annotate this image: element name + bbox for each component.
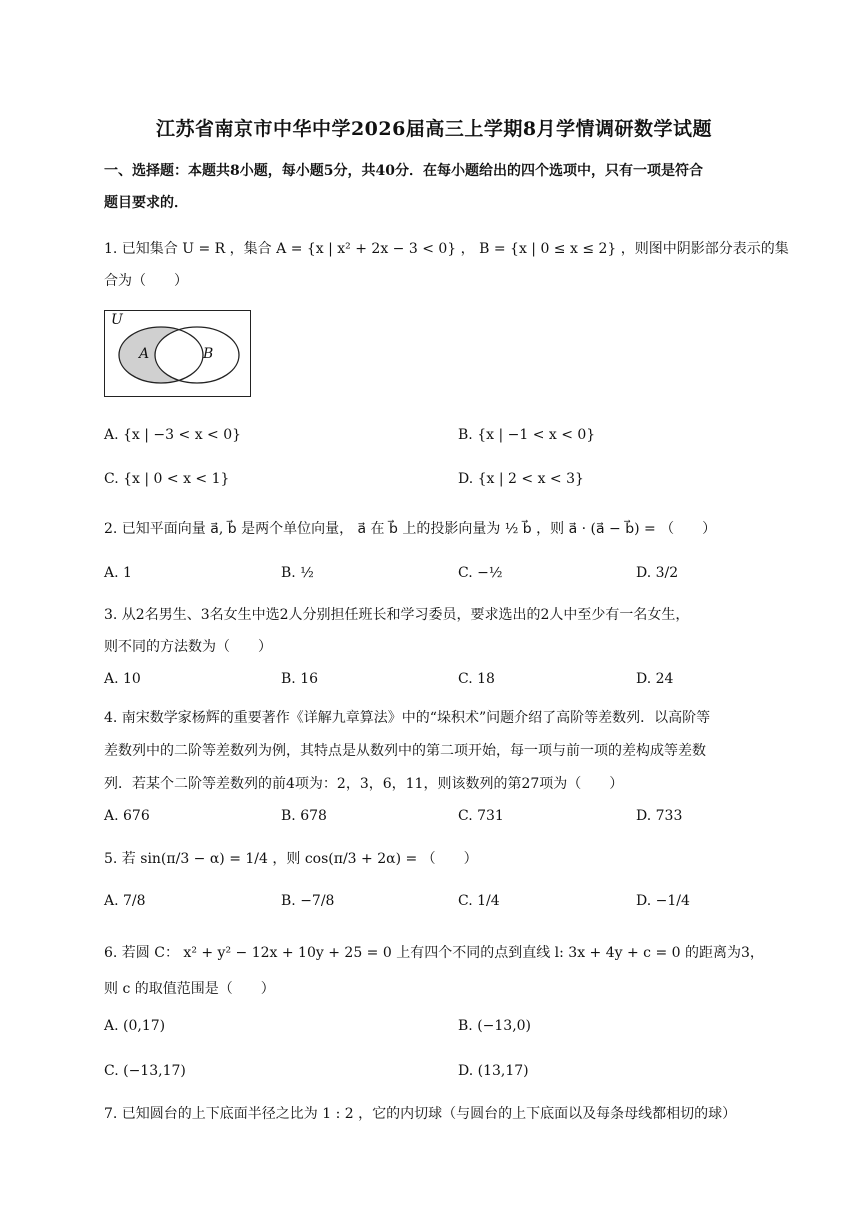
- question-6-text: 6. 若圆 C： x² + y² − 12x + 10y + 25 = 0 上有四个不同的点到直线 l: 3x + 4y + c = 0 的距离为3，: [104, 945, 764, 961]
- venn-label-a: A: [139, 346, 150, 362]
- q6-option-c: C. (−13,17): [104, 1063, 186, 1079]
- section-heading: 一、选择题：本题共8小题，每小题5分，共40分．在每小题给出的四个选项中，只有一项是符合: [104, 163, 703, 179]
- q2-option-d: D. 3/2: [636, 565, 679, 581]
- question-1-text-cont: 合为（ ）: [104, 273, 188, 289]
- q2-option-c: C. −½: [458, 565, 503, 581]
- q1-option-a: A. {x | −3 < x < 0}: [104, 427, 242, 443]
- page-title: 江苏省南京市中华中学2026届高三上学期8月学情调研数学试题: [155, 118, 713, 140]
- venn-label-u: U: [111, 312, 123, 328]
- q5-option-b: B. −7/8: [281, 893, 335, 909]
- q3-option-d: D. 24: [636, 671, 674, 687]
- q4-option-a: A. 676: [104, 808, 150, 824]
- q1-option-d: D. {x | 2 < x < 3}: [458, 471, 584, 487]
- question-4-text-cont2: 列．若某个二阶等差数列的前4项为：2，3，6，11，则该数列的第27项为（ ）: [104, 776, 624, 792]
- venn-svg: [105, 311, 252, 398]
- question-3-text-cont: 则不同的方法数为（ ）: [104, 639, 272, 655]
- question-1-text: 1. 已知集合 U = R ，集合 A = {x | x² + 2x − 3 < 0} ， B = {x | 0 ≤ x ≤ 2} ，则图中阴影部分表示的集: [104, 241, 789, 257]
- q6-option-b: B. (−13,0): [458, 1018, 532, 1034]
- q2-option-a: A. 1: [104, 565, 132, 581]
- q1-option-b: B. {x | −1 < x < 0}: [458, 427, 596, 443]
- q6-option-a: A. (0,17): [104, 1018, 166, 1034]
- question-4-text: 4. 南宋数学家杨辉的重要著作《详解九章算法》中的“垛积术”问题介绍了高阶等差数列．以高阶等: [104, 710, 711, 726]
- q4-option-c: C. 731: [458, 808, 504, 824]
- venn-label-b: B: [203, 346, 214, 362]
- q3-option-a: A. 10: [104, 671, 141, 687]
- q5-option-a: A. 7/8: [104, 893, 146, 909]
- q3-option-b: B. 16: [281, 671, 319, 687]
- venn-diagram: [104, 310, 251, 397]
- question-4-text-cont: 差数列中的二阶等差数列为例，其特点是从数列中的第二项开始，每一项与前一项的差构成等差数: [104, 743, 706, 759]
- q1-option-c: C. {x | 0 < x < 1}: [104, 471, 230, 487]
- q5-option-c: C. 1/4: [458, 893, 500, 909]
- question-7-text: 7. 已知圆台的上下底面半径之比为 1 : 2 ，它的内切球（与圆台的上下底面以及每条母线都相切的球）: [104, 1106, 737, 1122]
- question-6-text-cont: 则 c 的取值范围是（ ）: [104, 981, 275, 997]
- q6-option-d: D. (13,17): [458, 1063, 529, 1079]
- question-5-text: 5. 若 sin(π/3 − α) = 1/4 ，则 cos(π/3 + 2α) = （ ）: [104, 851, 478, 867]
- q3-option-c: C. 18: [458, 671, 495, 687]
- q5-option-d: D. −1/4: [636, 893, 690, 909]
- question-3-text: 3. 从2名男生、3名女生中选2人分别担任班长和学习委员，要求选出的2人中至少有一名女生，: [104, 607, 690, 623]
- q2-option-b: B. ½: [281, 565, 314, 581]
- q4-option-d: D. 733: [636, 808, 683, 824]
- q4-option-b: B. 678: [281, 808, 327, 824]
- question-2-text: 2. 已知平面向量 a⃗, b⃗ 是两个单位向量， a⃗ 在 b⃗ 上的投影向量为 ½ b⃗ ，则 a⃗ · (a⃗ − b⃗) = （ ）: [104, 521, 717, 537]
- section-heading-cont: 题目要求的．: [104, 195, 188, 211]
